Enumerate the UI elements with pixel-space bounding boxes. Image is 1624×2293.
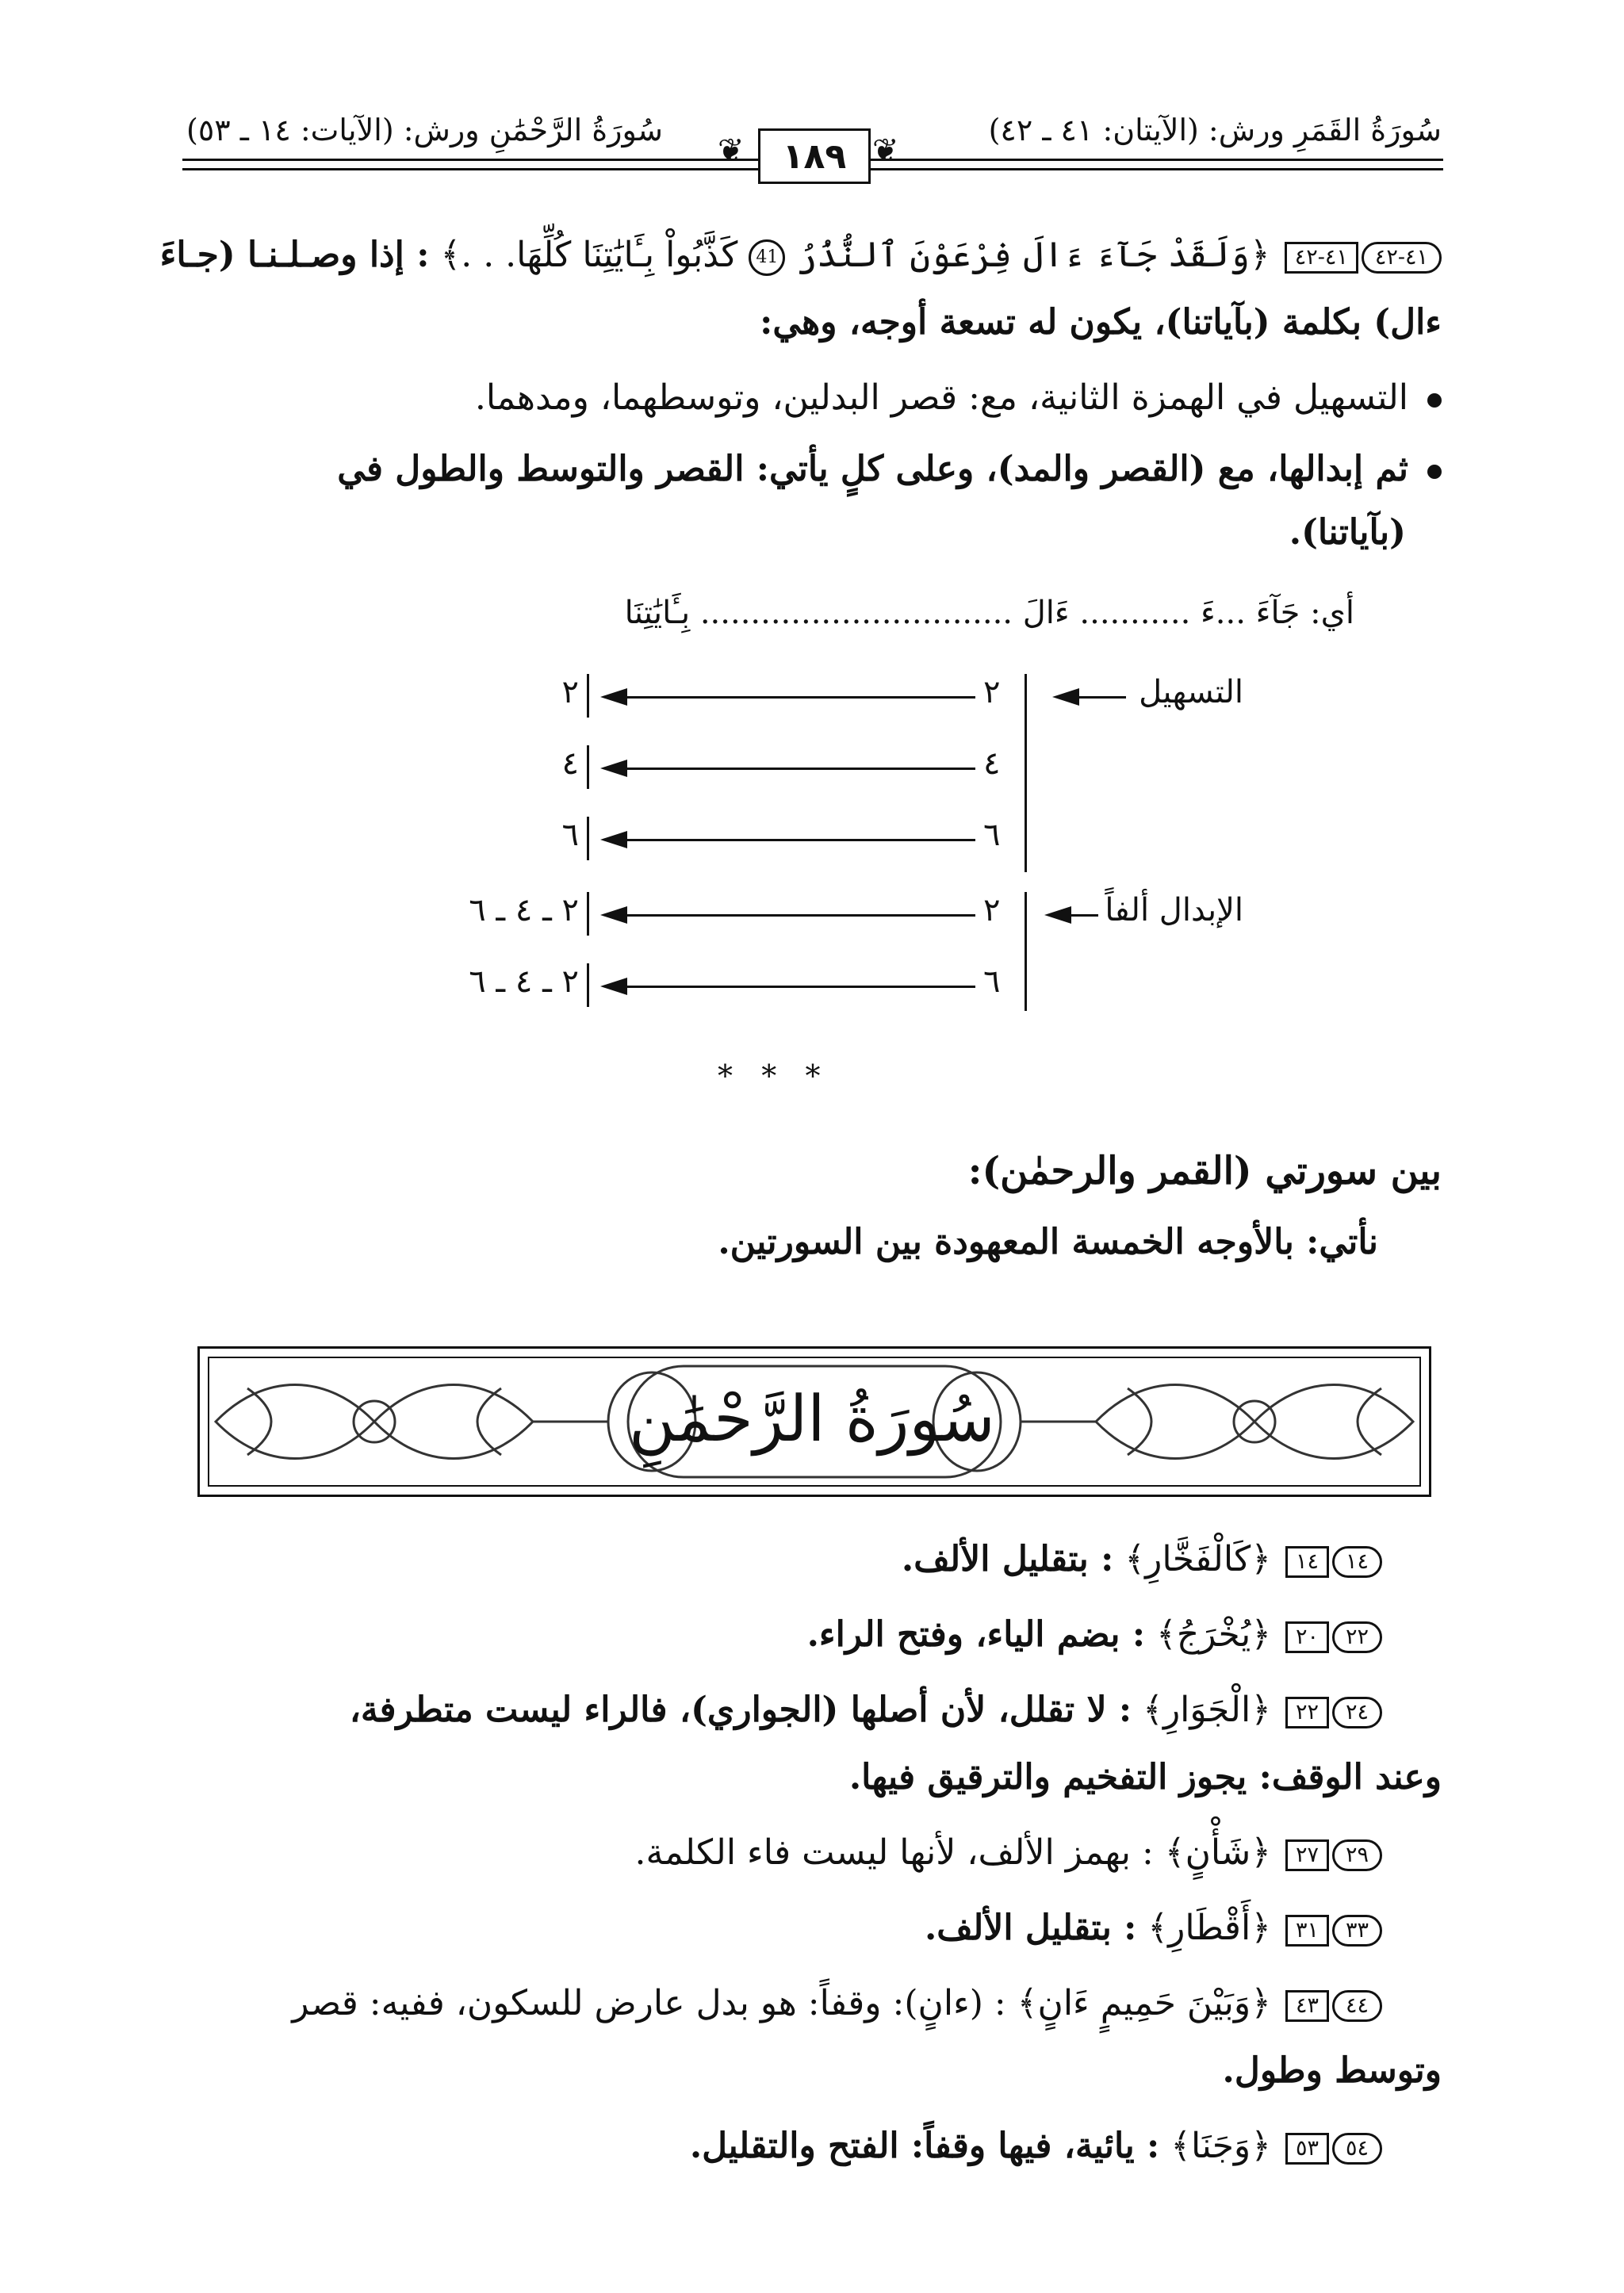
rahman-entry-7 <box>690 2121 1382 2172</box>
qamar-entry-line-1 <box>160 230 1442 281</box>
diagram-row-5-right: ٢ ـ ٤ ـ ٦ <box>469 963 579 1000</box>
ayah-ref-oval: ٢٤ <box>1332 1697 1382 1728</box>
diagram-row-5-bracket <box>587 963 589 1007</box>
rahman-entry-5 <box>925 1903 1382 1954</box>
diagram-row-2-arrow <box>626 768 975 770</box>
diagram-row-4-left: ٢ <box>983 892 1001 928</box>
diagram-row-4-arrowhead <box>600 906 627 924</box>
entry-rule: : بضم الياء، وفتح الراء. <box>806 1614 1146 1655</box>
diagram-row-1-bracket <box>587 674 589 718</box>
ayah-ref-box: ٤١-٤٢ <box>1285 242 1358 274</box>
rahman-entry-4 <box>635 1828 1382 1878</box>
ayah-ref-oval: ١٤ <box>1332 1546 1382 1578</box>
diagram-row-5-arrowhead <box>600 978 627 995</box>
entry-rule: : بتقليل الألف. <box>901 1539 1114 1579</box>
entry-rule: : يائية، فيها وقفاً: الفتح والتقليل. <box>689 2126 1160 2166</box>
ayah-ref-oval: ٥٤ <box>1332 2133 1382 2165</box>
ayah-ref-box: ٤٣ <box>1285 1990 1329 2022</box>
diagram-row-3-right: ٦ <box>561 817 579 853</box>
ayah-word: ﴿كَالْفَخَّارِ﴾ <box>1124 1539 1271 1579</box>
ayah-ref-box: ٣١ <box>1285 1915 1329 1947</box>
tashil-arrow-head <box>1052 688 1079 706</box>
group-bracket-ibdal <box>1025 892 1027 1011</box>
ayah-word: ﴿شَأْنٍ﴾ <box>1164 1832 1271 1873</box>
diagram-row-3-arrow <box>626 839 975 841</box>
diagram-row-2-bracket <box>587 745 589 789</box>
ayah-ref-box: ٢٧ <box>1285 1839 1329 1871</box>
diagram-label-ibdal: الإبدال ألفاً <box>1105 892 1243 928</box>
bullet-dot <box>1427 465 1442 479</box>
section-separator: * * * <box>718 1058 821 1093</box>
diagram-row-4-arrow <box>626 914 975 917</box>
surah-title: سُورَةُ الرَّحْمَٰنِ <box>629 1382 995 1456</box>
diagram-row-3-left: ٦ <box>983 817 1001 853</box>
ayah-word: ﴿يُخْرَجُ﴾ <box>1156 1614 1271 1655</box>
diagram-heading: أي: جَآءَ ...ءَ ........... ءَالَ ............................... بِـَٔايَٰتِنَا <box>624 595 1354 631</box>
rahman-entry-1 <box>902 1534 1382 1585</box>
rahman-entry-6 <box>292 1978 1382 2029</box>
qamar-entry-line-2: ءال) بكلمة (بآياتنا)، يكون له تسعة أوجه، وهي: <box>760 302 1442 343</box>
group-bracket-tashil <box>1025 674 1027 872</box>
header-right-title: سُورَةُ القَمَرِ ورش: (الآيتان: ٤١ ـ ٤٢) <box>988 113 1442 147</box>
ayah-quote-part-1: ﴿وَلَقَدْ جَآءَ ءَالَ فِرْعَوْنَ ٱلنُّذُرُ <box>796 235 1270 275</box>
between-surahs-heading: بين سورتي (القمر والرحمٰن): <box>967 1149 1442 1193</box>
ibdal-arrow-line <box>1071 914 1098 917</box>
ayah-number-marker: 41 <box>749 239 785 276</box>
ayah-word: ﴿وَبَيْنَ حَمِيمٍ ءَانٍ﴾ <box>1017 1983 1271 2023</box>
ayah-ref-box: ٢٠ <box>1285 1621 1329 1653</box>
ayah-word: ﴿أَقْطَارِ﴾ <box>1147 1908 1271 1948</box>
diagram-row-4-right: ٢ ـ ٤ ـ ٦ <box>469 892 579 928</box>
rahman-entry-6-cont: وتوسط وطول. <box>1222 2050 1442 2091</box>
diagram-row-1-arrowhead <box>600 688 627 706</box>
page-ornament-right: ❦ <box>872 132 899 169</box>
qamar-entry-rule: : إذا وصـلـنـا (جـاءَ <box>159 235 430 275</box>
ayah-word: ﴿وَجَنَا﴾ <box>1170 2126 1271 2166</box>
bullet-item-2 <box>337 444 1442 495</box>
ibdal-arrow-head <box>1044 906 1071 924</box>
ayah-ref-oval: ٢٢ <box>1332 1621 1382 1653</box>
diagram-row-1-right: ٢ <box>561 674 579 710</box>
diagram-row-2-right: ٤ <box>561 745 579 782</box>
entry-rule: : بهمز الألف، لأنها ليست فاء الكلمة. <box>634 1832 1154 1873</box>
ayah-ref-oval: ٣٣ <box>1332 1915 1382 1947</box>
diagram-row-2-left: ٤ <box>983 745 1001 782</box>
diagram-row-4-bracket <box>587 892 589 936</box>
tashil-arrow-line <box>1078 696 1126 699</box>
ayah-quote-part-2: كَذَّبُواْ بِـَٔايَٰتِنَا كُلِّهَا. . .﴾ <box>440 235 738 275</box>
diagram-row-5-arrow <box>626 986 975 988</box>
ayah-ref-box: ٥٣ <box>1285 2133 1329 2165</box>
rahman-entry-3 <box>350 1685 1382 1736</box>
entry-rule: : (ءانٍ): وقفاً: هو بدل عارض للسكون، ففيه: قصر <box>292 1983 1006 2023</box>
bullet-text: ثم إبدالها، مع (القصر والمد)، وعلى كلٍ يأتي: القصر والتوسط والطول في <box>337 449 1408 489</box>
bullet-item-2-cont: (بآياتنا). <box>1289 512 1406 553</box>
bullet-dot <box>1427 393 1442 408</box>
diagram-row-1-arrow <box>626 696 975 699</box>
entry-rule: : لا تقلل، لأن أصلها (الجواري)، فالراء ليست متطرفة، <box>349 1690 1132 1730</box>
rahman-entry-2 <box>807 1610 1382 1660</box>
entry-rule: : بتقليل الألف. <box>924 1908 1137 1948</box>
ayah-ref-oval: ٤٤ <box>1332 1990 1382 2022</box>
ayah-ref-oval: ٢٩ <box>1332 1839 1382 1871</box>
rahman-entry-3-cont: وعند الوقف: يجوز التفخيم والترقيق فيها. <box>848 1757 1442 1797</box>
diagram-row-3-bracket <box>587 817 589 860</box>
ayah-ref-box: ١٤ <box>1285 1546 1329 1578</box>
diagram-row-3-arrowhead <box>600 831 627 848</box>
ayah-word: ﴿الْجَوَارِ﴾ <box>1143 1690 1271 1730</box>
ayah-ref-box: ٢٢ <box>1285 1697 1329 1728</box>
diagram-row-5-left: ٦ <box>983 963 1001 1000</box>
bullet-text: التسهيل في الهمزة الثانية، مع: قصر البدلين، وتوسطهما، ومدهما. <box>474 377 1408 418</box>
page-ornament-left: ❦ <box>718 132 745 169</box>
ayah-ref-oval: ٤١-٤٢ <box>1362 242 1442 274</box>
page-number: ١٨٩ <box>758 128 871 184</box>
diagram-label-tashil: التسهيل <box>1139 674 1243 710</box>
header-left-title: سُورَةُ الرَّحْمَٰنِ ورش: (الآيات: ١٤ ـ ٥٣) <box>186 113 663 147</box>
between-surahs-text: نأتي: بالأوجه الخمسة المعهودة بين السورتين. <box>718 1222 1378 1262</box>
bullet-item-1 <box>475 373 1442 423</box>
diagram-row-1-left: ٢ <box>983 674 1001 710</box>
diagram-row-2-arrowhead <box>600 760 627 777</box>
